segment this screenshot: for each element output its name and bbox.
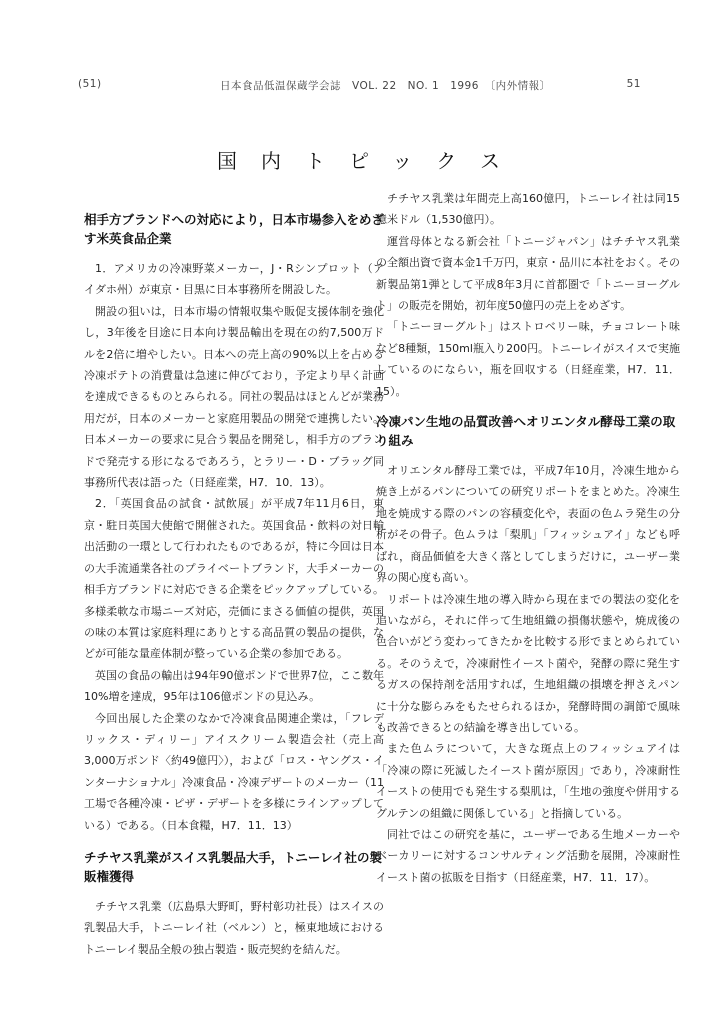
page-number-paren: (51) <box>78 78 102 90</box>
article-1-paragraph: 2．「英国食品の試食・試飲展」が平成7年11月6日，東京・駐日英国大使館で開催された。英国食品・飲料の対日輸出活動の一環として行われたものであるが，特に今回は日本の大手流通業各社のプライベートブランド，大手メーカーの相手方ブランドに対応できる企業をピックアップしている。多様柔軟な市場ニーズ対応，売価にまさる価値の提供，英国の味の本質は家庭料理にありとする高品質の製品の提供，などが可能な量産体制が整っている企業の参加である。 <box>84 497 384 661</box>
page-number: 51 <box>626 78 641 90</box>
article-3-paragraph: リポートは冷凍生地の導入時から現在までの製法の変化を追いながら，それに伴って生地組織の損傷状態や，焼成後の色合いがどう変わってきたかを比較する形でまとめられている。そのうえで，冷凍耐性イースト菌や，発酵の際に発生するガスの保持剤を活用すれば，生地組織の損壊を押さえパンに十分な膨らみをもたせられるほか，発酵時間の調節で風味も改善できるとの結論を導き出している。 <box>376 592 680 734</box>
article-3-paragraph: オリエンタル酵母工業では，平成7年10月，冷凍生地から焼き上がるパンについての研究リポートをまとめた。冷凍生地を焼成する際のパンの容積変化や，表面の色ムラ発生の分析がその骨子。色ムラは「梨肌」「フィッシュアイ」なども呼ばれ，商品価値を大きく落としてしまうだけに，ユーザー業界の関心度も高い。 <box>376 464 680 585</box>
article-2-heading: チチヤス乳業がスイス乳製品大手，トニーレイ社の製販権獲得 <box>84 849 383 884</box>
left-column <box>84 188 384 960</box>
right-column <box>376 188 680 888</box>
article-2-paragraph: チチヤス乳業は年間売上高160億円，トニーレイ社は同15億米ドル（1,530億円）。 <box>376 192 680 227</box>
article-1-paragraph: 開設の狙いは，日本市場の情報収集や販促支援体制を強化し，3年後を目途に日本向け製品輸出を現在の約7,500万ドルを2倍に増やしたい。日本への売上高の90%以上を占める冷凍ポテトの消費量は急速に伸びており，予定より早く計画を達成できるものとみられる。同社の製品はほとんどが業務用だが，日本のメーカーと家庭用製品の開発で連携したい。日本メーカーの要求に見合う製品を開発し，相手方のブランドで発売する形になるであろう，とラリー・D・ブラッグ同事務所代表は語った（日経産業，H7．10．13）。 <box>84 304 384 490</box>
article-3-heading: 冷凍パン生地の品質改善へオリエンタル酵母工業の取り組み <box>376 414 676 449</box>
article-3-paragraph: また色ムラについて，大きな斑点上のフィッシュアイは「冷凍の際に死滅したイースト菌が原因」であり，冷凍耐性イーストの使用でも発生する梨肌は，「生地の強度や併用するグルテンの組織に関係している」と指摘している。 <box>376 742 680 820</box>
article-1-paragraph: 英国の食品の輸出は94年90億ポンドで世界7位，ここ数年10%増を達成，95年は106億ポンドの見込み。 <box>84 668 384 704</box>
article-3-paragraph: 同社ではこの研究を基に，ユーザーである生地メーカーやベーカリーに対するコンサルティング活動を展開，冷凍耐性イースト菌の拡販を目指す（日経産業，H7．11．17）。 <box>376 827 680 884</box>
article-1-heading: 相手方ブランドへの対応により，日本市場参入をめざす米英食品企業 <box>84 212 385 246</box>
article-2-paragraph: チチヤス乳業（広島県大野町，野村彰功社長）はスイスの乳製品大手，トニーレイ社（ベルン）と，極東地域におけるトニーレイ製品全般の独占製造・販売契約を結んだ。 <box>84 899 384 956</box>
article-1-paragraph: 1．アメリカの冷凍野菜メーカー，J・Rシンプロット（アイダホ州）が東京・目黒に日本事務所を開設した。 <box>84 262 384 297</box>
article-2-paragraph: 「トニーヨーグルト」はストロベリー味，チョコレート味など8種類，150ml瓶入り200円。トニーレイがスイスで実施しているのにならい，瓶を回収する（日経産業，H7．11．15）。 <box>376 320 680 398</box>
page-title: 国内トピックス <box>217 149 524 173</box>
article-1-paragraph: 今回出展した企業のなかで冷凍食品関連企業は，「フレデリックス・ディリー」アイスクリーム製造会社（売上高3,000万ポンド〈約49億円〉），および「ロス・ヤングス・インターナショナル」冷凍食品・冷凍デザートのメーカー（11工場で各種冷凍・ピザ・デザートを多様にラインアップしている）である。（日本食糧，H7．11．13） <box>84 711 384 832</box>
article-2-paragraph: 運営母体となる新会社「トニージャパン」はチチヤス乳業の全額出資で資本金1千万円，東京・品川に本社をおく。その新製品第1弾として平成8年3月に首都圏で「トニーヨーグルト」の販売を開始，初年度50億円の売上をめざす。 <box>376 234 680 313</box>
journal-header: 日本食品低温保蔵学会誌 VOL. 22 NO. 1 1996 〔内外情報〕 <box>220 80 551 92</box>
